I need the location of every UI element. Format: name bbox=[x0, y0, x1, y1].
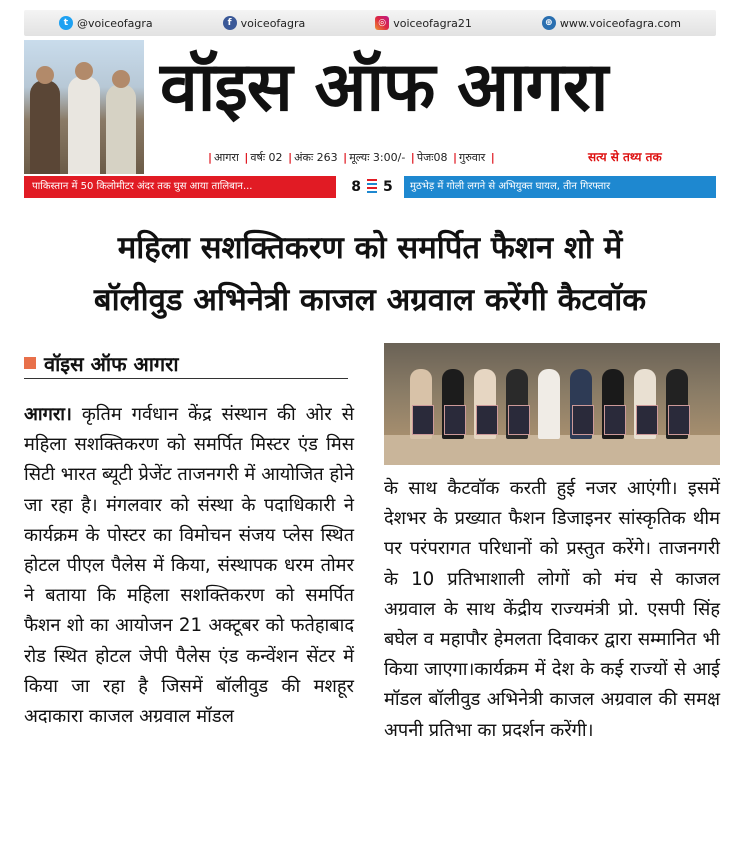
event-photo bbox=[384, 343, 720, 465]
website-link[interactable]: ⊕ www.voiceofagra.com bbox=[542, 16, 681, 30]
ticker-divider bbox=[367, 179, 377, 195]
column-1-text: कृतिम गर्वधान केंद्र संस्थान की ओर से महिला सशक्तिकरण को समर्पित मिस्टर एंड मिस सिटी भारत ब्यूटी प्रेजेंट ताजनगरी में आयोजित होने जा रहा है। मंगलवार को संस्था के पदाधिकारी ने कार्यक्रम के पोस्टर का विमोचन संजय प्लेस स्थित होटल पीएल पैलेस में किया, संस्थापक धरम तोमर ने बताया कि महिला सशक्तिकरण को समर्पित फैशन शो का आयोजन 21 अक्टूबर को फतेहाबाद रोड स्थित होटल जेपी पैलेस एंड कन्वेंशन सेंटर में किया जा रहा है जिसमें बॉलीवुड की मशहूर अदाकारा काजल अग्रवाल मॉडल bbox=[24, 404, 354, 728]
article-headline bbox=[24, 222, 716, 326]
twitter-handle[interactable]: t @voiceofagra bbox=[59, 16, 153, 30]
byline bbox=[24, 348, 348, 379]
ticker-right-page: 5 bbox=[383, 179, 393, 195]
facebook-handle[interactable]: f voiceofagra bbox=[223, 16, 306, 30]
dateline: आगरा। bbox=[24, 404, 72, 425]
instagram-handle[interactable]: ◎ voiceofagra21 bbox=[375, 16, 472, 30]
newspaper-title: वॉइस ऑफ आगरा bbox=[160, 48, 608, 127]
slogan: सत्य से तथ्य तक bbox=[588, 150, 662, 164]
issue-number: अंकः 263 bbox=[294, 151, 338, 164]
twitter-icon: t bbox=[59, 16, 73, 30]
page-count: पेजः08 bbox=[416, 151, 448, 164]
price: मूल्यः 3:00/- bbox=[349, 151, 406, 164]
instagram-icon: ◎ bbox=[375, 16, 389, 30]
byline-marker-icon bbox=[24, 357, 36, 369]
ticker-page-refs bbox=[340, 176, 404, 198]
globe-icon: ⊕ bbox=[542, 16, 556, 30]
ticker-right[interactable]: मुठभेड़ में गोली लगने से अभियुक्त घायल, तीन गिरफ्तार bbox=[404, 176, 716, 198]
social-bar bbox=[24, 10, 716, 36]
headline-line-1: महिला सशक्तिकरण को समर्पित फैशन शो में bbox=[117, 230, 623, 266]
city: आगरा bbox=[214, 151, 239, 164]
ticker-left-page: 8 bbox=[351, 179, 361, 195]
byline-text: वॉइस ऑफ आगरा bbox=[44, 351, 179, 376]
masthead-photo bbox=[24, 40, 144, 174]
article-column-2: के साथ कैटवॉक करती हुई नजर आएंगी। इसमें देशभर के प्रख्यात फैशन डिजाइनर सांस्कृतिक थीम पर परंपरागत परिधानों को प्रस्तुत करेंगे। ताजनगरी के 10 प्रतिभाशाली लोगों को मंच से काजल अग्रवाल के साथ केंद्रीय राज्यमंत्री प्रो. एसपी सिंह बघेल व महापौर हेमलता दिवाकर द्वारा सम्मानित भी किया जाएगा।कार्यक्रम में देश के कई राज्यों से आई मॉडल बॉलीवुड अभिनेत्री काजल अग्रवाल की समक्ष अपनी प्रतिभा का प्रदर्शन करेंगी। bbox=[384, 478, 720, 741]
issue-meta: | आगरा | वर्षः 02 | अंकः 263 | मूल्यः 3:00/- | पेजः08 | गुरुवार | bbox=[208, 151, 495, 164]
facebook-icon: f bbox=[223, 16, 237, 30]
headline-line-2: बॉलीवुड अभिनेत्री काजल अग्रवाल करेंगी कैटवॉक bbox=[93, 282, 647, 318]
article-column-1 bbox=[24, 400, 354, 732]
ticker-left[interactable]: पाकिस्तान में 50 किलोमीटर अंदर तक घुस आया तालिबान... bbox=[24, 176, 336, 198]
weekday: गुरुवार bbox=[459, 151, 486, 164]
year: वर्षः 02 bbox=[250, 151, 283, 164]
